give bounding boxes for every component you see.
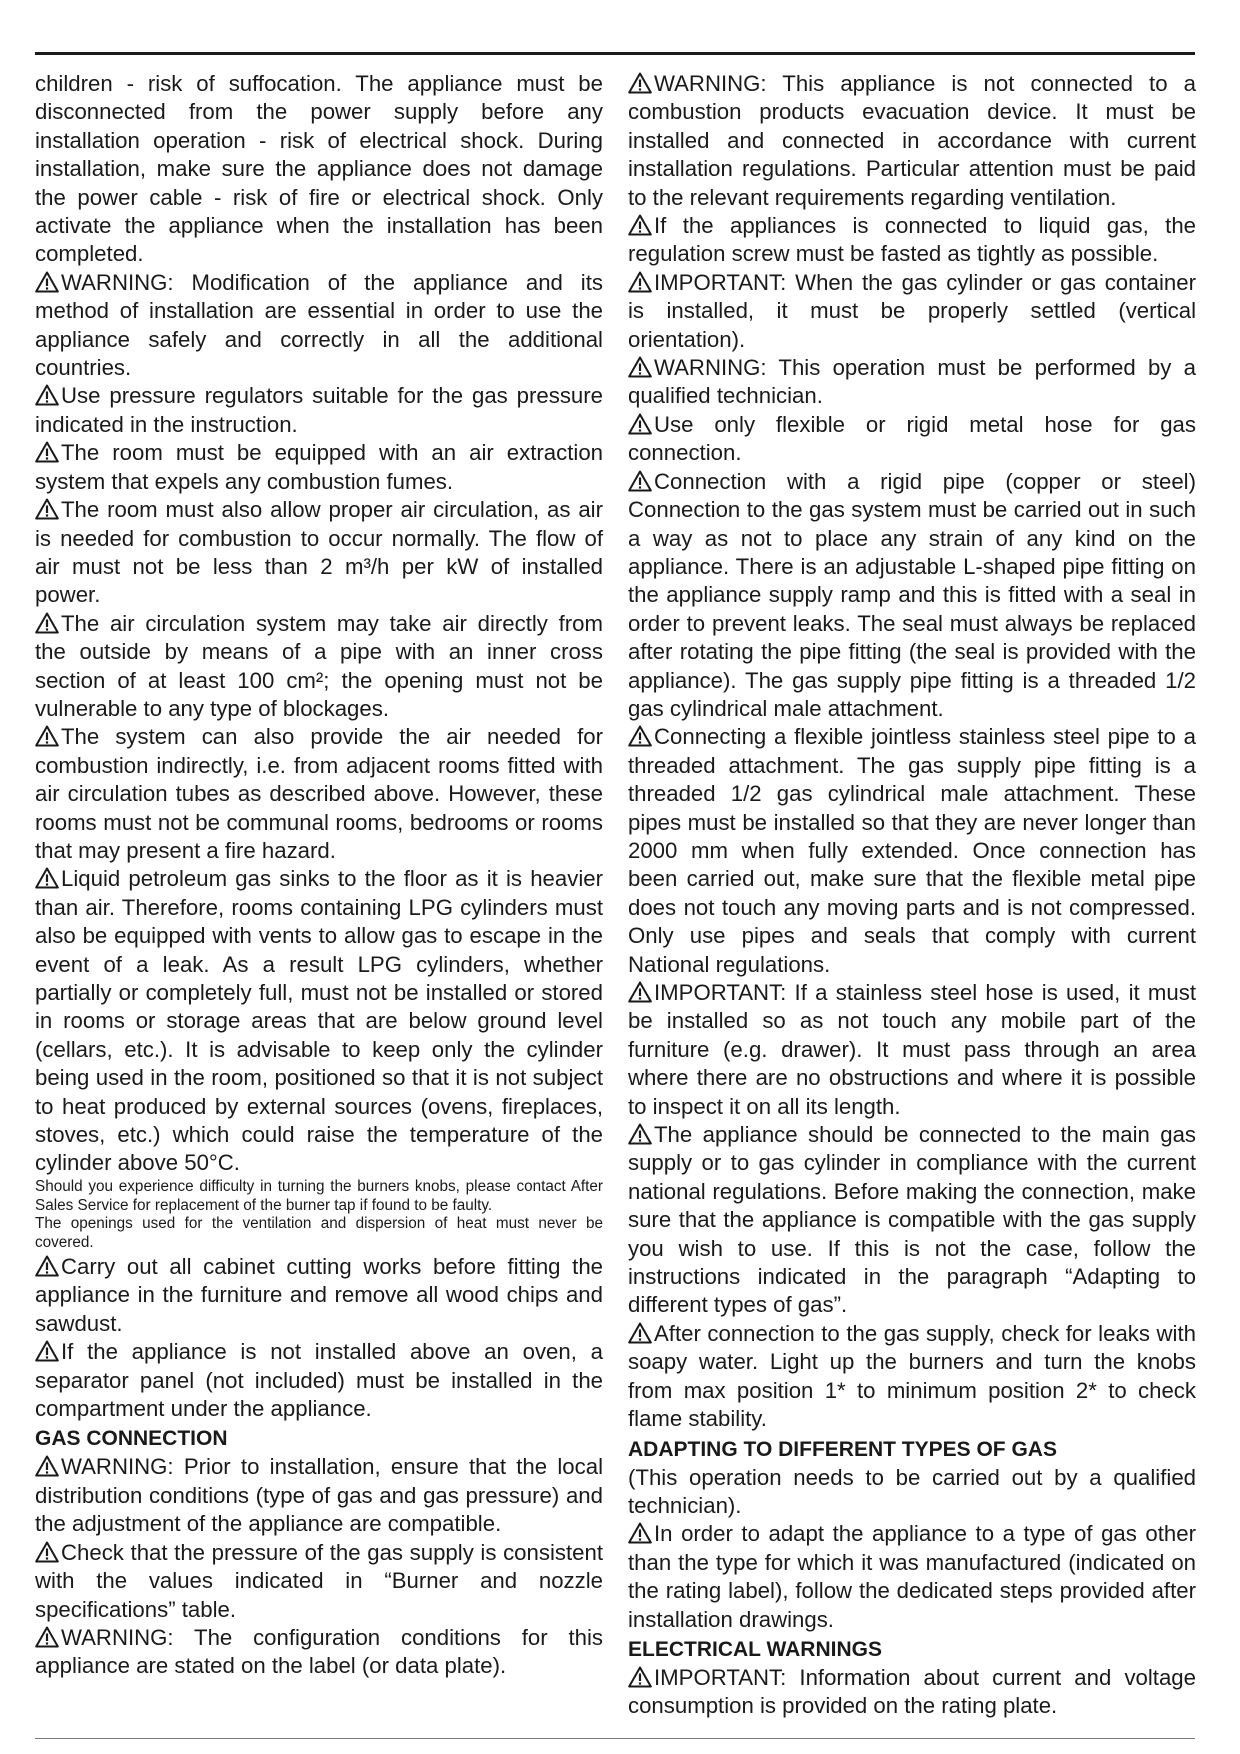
right-paragraph-text: After connection to the gas supply, check for leaks with soapy water. Light up the burners and turn the knobs from max position 1* to minimum position 2* to check flame stability. — [628, 1320, 1196, 1432]
warning-triangle-icon — [628, 356, 652, 378]
left-warning-paragraph — [35, 382, 603, 439]
right-paragraph-text: IMPORTANT: If a stainless steel hose is used, it must be installed so as not touch any mobile part of the furniture (e.g. drawer). It must pass through an area where there are no obstructions and where it is possible to inspect it on all its length. — [628, 980, 1196, 1119]
right-warning-paragraph — [628, 1520, 1196, 1634]
left-paragraph-text: The room must be equipped with an air extraction system that expels any combustion fumes. — [35, 440, 603, 494]
warning-triangle-icon — [35, 1255, 59, 1277]
right-warning-paragraph — [628, 1121, 1196, 1320]
left-warning-paragraph — [35, 865, 603, 1177]
left-paragraph-text: Carry out all cabinet cutting works before fitting the appliance in the furniture and remove all wood chips and sawdust. — [35, 1254, 603, 1336]
right-paragraph-text: WARNING: This appliance is not connected to a combustion products evacuation device. It must be installed and connected in accordance with current installation regulations. Particular attention must be paid to the relevant requirements regarding ventilation. — [628, 71, 1196, 210]
right-warning-paragraph — [628, 979, 1196, 1121]
right-section-heading — [628, 1436, 1196, 1464]
right-paragraph-text: ADAPTING TO DIFFERENT TYPES OF GAS — [628, 1437, 1057, 1461]
warning-triangle-icon — [35, 867, 59, 889]
warning-triangle-icon — [35, 441, 59, 463]
left-paragraph-text: The air circulation system may take air directly from the outside by means of a pipe with an inner cross section of at least 100 cm²; the opening must not be vulnerable to any type of blockages. — [35, 610, 603, 721]
left-warning-paragraph — [35, 1338, 603, 1423]
left-paragraph-text: children - risk of suffocation. The appliance must be disconnected from the power supply before any installation operation - risk of electrical shock. During installation, make sure the appliance does not damage the power cable - risk of fire or electrical shock. Only activate the appliance when the installation has been completed. — [35, 71, 603, 267]
warning-triangle-icon — [628, 214, 652, 236]
bottom-rule — [35, 1738, 1195, 1739]
right-paragraph-text: Connecting a flexible jointless stainless steel pipe to a threaded attachment. The gas supply pipe fitting is a threaded 1/2 gas cylindrical male attachment. These pipes must be installed so that they are never longer than 2000 mm when fully extended. Once connection has been carried out, make sure that the flexible metal pipe does not touch any moving parts and is not compressed. Only use pipes and seals that comply with current National regulations. — [628, 724, 1196, 977]
right-paragraph-text: ELECTRICAL WARNINGS — [628, 1637, 882, 1661]
warning-triangle-icon — [35, 271, 59, 293]
warning-triangle-icon — [35, 612, 59, 634]
warning-triangle-icon — [628, 72, 652, 94]
left-paragraph-text: Use pressure regulators suitable for the gas pressure indicated in the instruction. — [35, 383, 603, 437]
warning-triangle-icon — [628, 1322, 652, 1344]
warning-triangle-icon — [628, 1123, 652, 1145]
left-paragraph-text: If the appliance is not installed above an oven, a separator panel (not included) must be installed in the compartment under the appliance. — [35, 1339, 603, 1422]
left-paragraph-text: WARNING: Prior to installation, ensure that the local distribution conditions (type of gas and gas pressure) and the adjustment of the appliance are compatible. — [35, 1454, 603, 1537]
left-paragraph-text: Check that the pressure of the gas supply is consistent with the values indicated in “Burner and nozzle specifications” table. — [35, 1539, 603, 1622]
left-paragraph-text: WARNING: The configuration conditions for this appliance are stated on the label (or data plate). — [35, 1624, 603, 1679]
warning-triangle-icon — [628, 1666, 652, 1688]
right-warning-paragraph — [628, 70, 1196, 212]
warning-triangle-icon — [628, 470, 652, 492]
left-warning-paragraph — [35, 723, 603, 865]
warning-triangle-icon — [628, 981, 652, 1003]
left-paragraph-text: The room must also allow proper air circulation, as air is needed for combustion to occur normally. The flow of air must not be less than 2 m³/h per kW of installed power. — [35, 497, 603, 608]
left-warning-paragraph — [35, 1253, 603, 1338]
right-paragraph-text: IMPORTANT: When the gas cylinder or gas container is installed, it must be properly settled (vertical orientation). — [628, 269, 1196, 352]
left-paragraph-text: The system can also provide the air needed for combustion indirectly, i.e. from adjacent rooms fitted with air circulation tubes as described above. However, these rooms must not be communal rooms, bedrooms or rooms that may present a fire hazard. — [35, 724, 603, 863]
left-paragraph-text: WARNING: Modification of the appliance and its method of installation are essential in order to use the appliance safely and correctly in all the additional countries. — [35, 269, 603, 381]
right-warning-paragraph — [628, 354, 1196, 411]
right-warning-paragraph — [628, 269, 1196, 354]
right-paragraph-text: WARNING: This operation must be performed by a qualified technician. — [628, 355, 1196, 409]
warning-triangle-icon — [628, 413, 652, 435]
top-rule — [35, 52, 1195, 55]
right-paragraph-text: (This operation needs to be carried out by a qualified technician). — [628, 1464, 1196, 1518]
right-paragraph-text: If the appliances is connected to liquid gas, the regulation screw must be fasted as tightly as possible. — [628, 213, 1196, 267]
left-warning-paragraph — [35, 610, 603, 724]
right-warning-paragraph — [628, 468, 1196, 724]
warning-triangle-icon — [628, 271, 652, 293]
left-paragraph-text: The openings used for the ventilation and dispersion of heat must never be covered. — [35, 1215, 603, 1252]
left-note — [35, 1178, 603, 1216]
right-paragraph-text: Connection with a rigid pipe (copper or steel) Connection to the gas system must be carried out in such a way as not to place any strain of any kind on the appliance. There is an adjustable L-shaped pipe fitting on the appliance supply ramp and this is fitted with a seal in order to prevent leaks. The seal must always be replaced after rotating the pipe fitting (the seal is provided with the appliance). The gas supply pipe fitting is a threaded 1/2 gas cylindrical male attachment. — [628, 468, 1196, 721]
right-warning-paragraph — [628, 212, 1196, 269]
right-paragraph — [628, 1464, 1196, 1521]
right-column — [628, 70, 1196, 1721]
left-paragraph-text: Liquid petroleum gas sinks to the floor as it is heavier than air. Therefore, rooms containing LPG cylinders must also be equipped with vents to allow gas to escape in the event of a leak. As a result LPG cylinders, whether partially or completely full, must not be installed or stored in rooms or storage areas that are below ground level (cellars, etc.). It is advisable to keep only the cylinder being used in the room, positioned so that it is not subject to heat produced by external sources (ovens, fireplaces, stoves, etc.) which could raise the temperature of the cylinder above 50°C. — [35, 866, 603, 1176]
right-warning-paragraph — [628, 723, 1196, 979]
warning-triangle-icon — [35, 498, 59, 520]
left-note — [35, 1215, 603, 1253]
warning-triangle-icon — [35, 1541, 59, 1563]
warning-triangle-icon — [35, 1455, 59, 1477]
right-paragraph-text: IMPORTANT: Information about current and voltage consumption is provided on the rating plate. — [628, 1664, 1196, 1719]
right-paragraph-text: In order to adapt the appliance to a type of gas other than the type for which it was manufactured (indicated on the rating label), follow the dedicated steps provided after installation drawings. — [628, 1521, 1196, 1632]
left-paragraph-text: Should you experience difficulty in turning the burners knobs, please contact After Sales Service for replacement of the burner tap if found to be faulty. — [35, 1177, 603, 1214]
right-section-heading — [628, 1636, 1196, 1664]
warning-triangle-icon — [628, 725, 652, 747]
left-warning-paragraph — [35, 439, 603, 496]
warning-triangle-icon — [35, 1340, 59, 1362]
right-paragraph-text: The appliance should be connected to the main gas supply or to gas cylinder in compliance with the current national regulations. Before making the connection, make sure that the appliance is compatible with the gas supply you wish to use. If this is not the case, follow the instructions indicated in the paragraph “Adapting to different types of gas”. — [628, 1122, 1196, 1318]
right-warning-paragraph — [628, 1664, 1196, 1721]
left-warning-paragraph — [35, 1624, 603, 1681]
left-column — [35, 70, 603, 1681]
left-section-heading — [35, 1425, 603, 1453]
left-warning-paragraph — [35, 496, 603, 610]
left-paragraph — [35, 70, 603, 269]
left-warning-paragraph — [35, 269, 603, 383]
right-paragraph-text: Use only flexible or rigid metal hose for gas connection. — [628, 411, 1196, 466]
left-paragraph-text: GAS CONNECTION — [35, 1427, 228, 1451]
warning-triangle-icon — [35, 1626, 59, 1648]
warning-triangle-icon — [35, 725, 59, 747]
warning-triangle-icon — [628, 1522, 652, 1544]
warning-triangle-icon — [35, 384, 59, 406]
right-warning-paragraph — [628, 411, 1196, 468]
left-warning-paragraph — [35, 1539, 603, 1624]
right-warning-paragraph — [628, 1320, 1196, 1434]
left-warning-paragraph — [35, 1453, 603, 1538]
